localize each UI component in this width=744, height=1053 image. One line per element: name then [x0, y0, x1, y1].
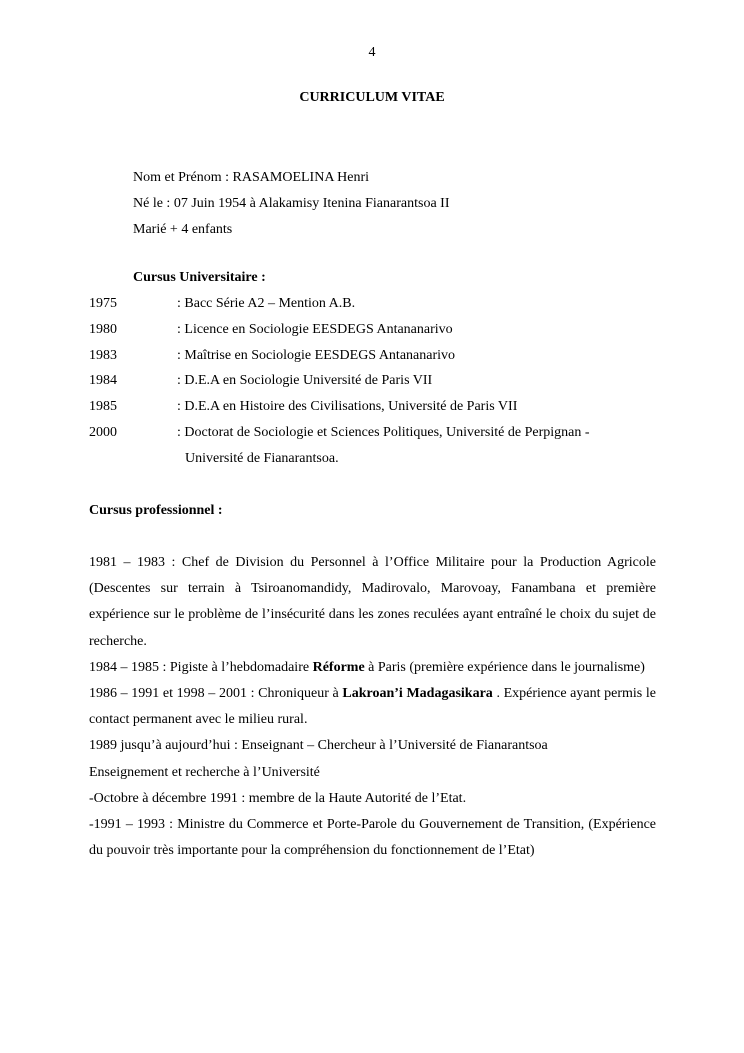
document-title: CURRICULUM VITAE — [299, 90, 445, 105]
item-year: 1985 — [89, 399, 117, 415]
entry-text: Enseignement et recherche à l’Université — [89, 764, 320, 780]
list-item — [89, 321, 659, 347]
birth-line: Né le : 07 Juin 1954 à Alakamisy Itenina Fianarantsoa II — [133, 196, 450, 211]
page-number: 4 — [368, 45, 376, 60]
item-year: 1983 — [89, 347, 117, 363]
family-line: Marié + 4 enfants — [133, 222, 233, 237]
entry-text: 1986 – 1991 et 1998 – 2001 : Chroniqueur à — [89, 686, 343, 702]
list-item-continuation — [89, 450, 659, 476]
pro-entry-1984 — [89, 655, 656, 681]
entry-text: à Paris (première expérience dans le journalisme) — [364, 659, 645, 675]
item-description: : Doctorat de Sociologie et Sciences Politiques, Université de Perpignan - — [177, 424, 590, 440]
cursus-universitaire-list — [89, 295, 659, 476]
pro-entry-1986 — [89, 681, 656, 733]
item-description: : Bacc Série A2 – Mention A.B. — [177, 296, 356, 311]
entry-text: 1984 – 1985 : Pigiste à l’hebdomadaire — [89, 659, 313, 675]
item-description: : D.E.A en Histoire des Civilisations, Université de Paris VII — [177, 399, 518, 415]
list-item — [89, 424, 659, 450]
item-year: 1980 — [89, 321, 117, 337]
name-line: Nom et Prénom : RASAMOELINA Henri — [133, 170, 370, 185]
entry-text: 1989 jusqu’à aujourd’hui : Enseignant – Chercheur à l’Université de Fianarantsoa — [89, 738, 548, 754]
pro-entry-1991-ministre: -1991 – 1993 : Ministre du Commerce et Porte-Parole du Gouvernement de Transition, (Expérience du pouvoir très importante pour la compréhension du fonctionnement de l’Etat) — [89, 817, 656, 859]
item-description: : Maîtrise en Sociologie EESDEGS Antananarivo — [177, 347, 456, 363]
pro-entry-1981: 1981 – 1983 : Chef de Division du Personnel à l’Office Militaire pour la Production Agricole (Descentes sur terrain à Tsiroanomandidy, Madirovalo, Marovoay, Fanambana et première expérience sur le problème de l’insécurité dans les zones reculées ayant entraîné le choix du sujet de recherche. — [89, 555, 656, 649]
cursus-professionnel-heading: Cursus professionnel : — [89, 503, 223, 518]
entry-text: . Expérience ayant permis le contact permanent avec le milieu rural. — [89, 686, 656, 728]
cursus-professionnel-text — [89, 550, 656, 864]
item-description-continued: Université de Fianarantsoa. — [185, 450, 339, 466]
item-description: : Licence en Sociologie EESDEGS Antananarivo — [177, 321, 453, 337]
item-year: 1975 — [89, 296, 117, 311]
item-year: 2000 — [89, 424, 117, 440]
pro-entry-1991-haute-autorite: -Octobre à décembre 1991 : membre de la Haute Autorité de l’Etat. — [89, 790, 467, 806]
list-item — [89, 295, 659, 321]
pro-entry-1989 — [89, 733, 656, 785]
publication-name: Lakroan’i Madagasikara — [342, 686, 493, 702]
list-item — [89, 372, 659, 398]
identity-block — [133, 165, 693, 243]
list-item — [89, 398, 659, 424]
item-year: 1984 — [89, 373, 117, 389]
list-item — [89, 347, 659, 373]
publication-name: Réforme — [312, 659, 365, 675]
item-description: : D.E.A en Sociologie Université de Paris VII — [177, 373, 433, 389]
cursus-universitaire-heading: Cursus Universitaire : — [133, 270, 266, 285]
